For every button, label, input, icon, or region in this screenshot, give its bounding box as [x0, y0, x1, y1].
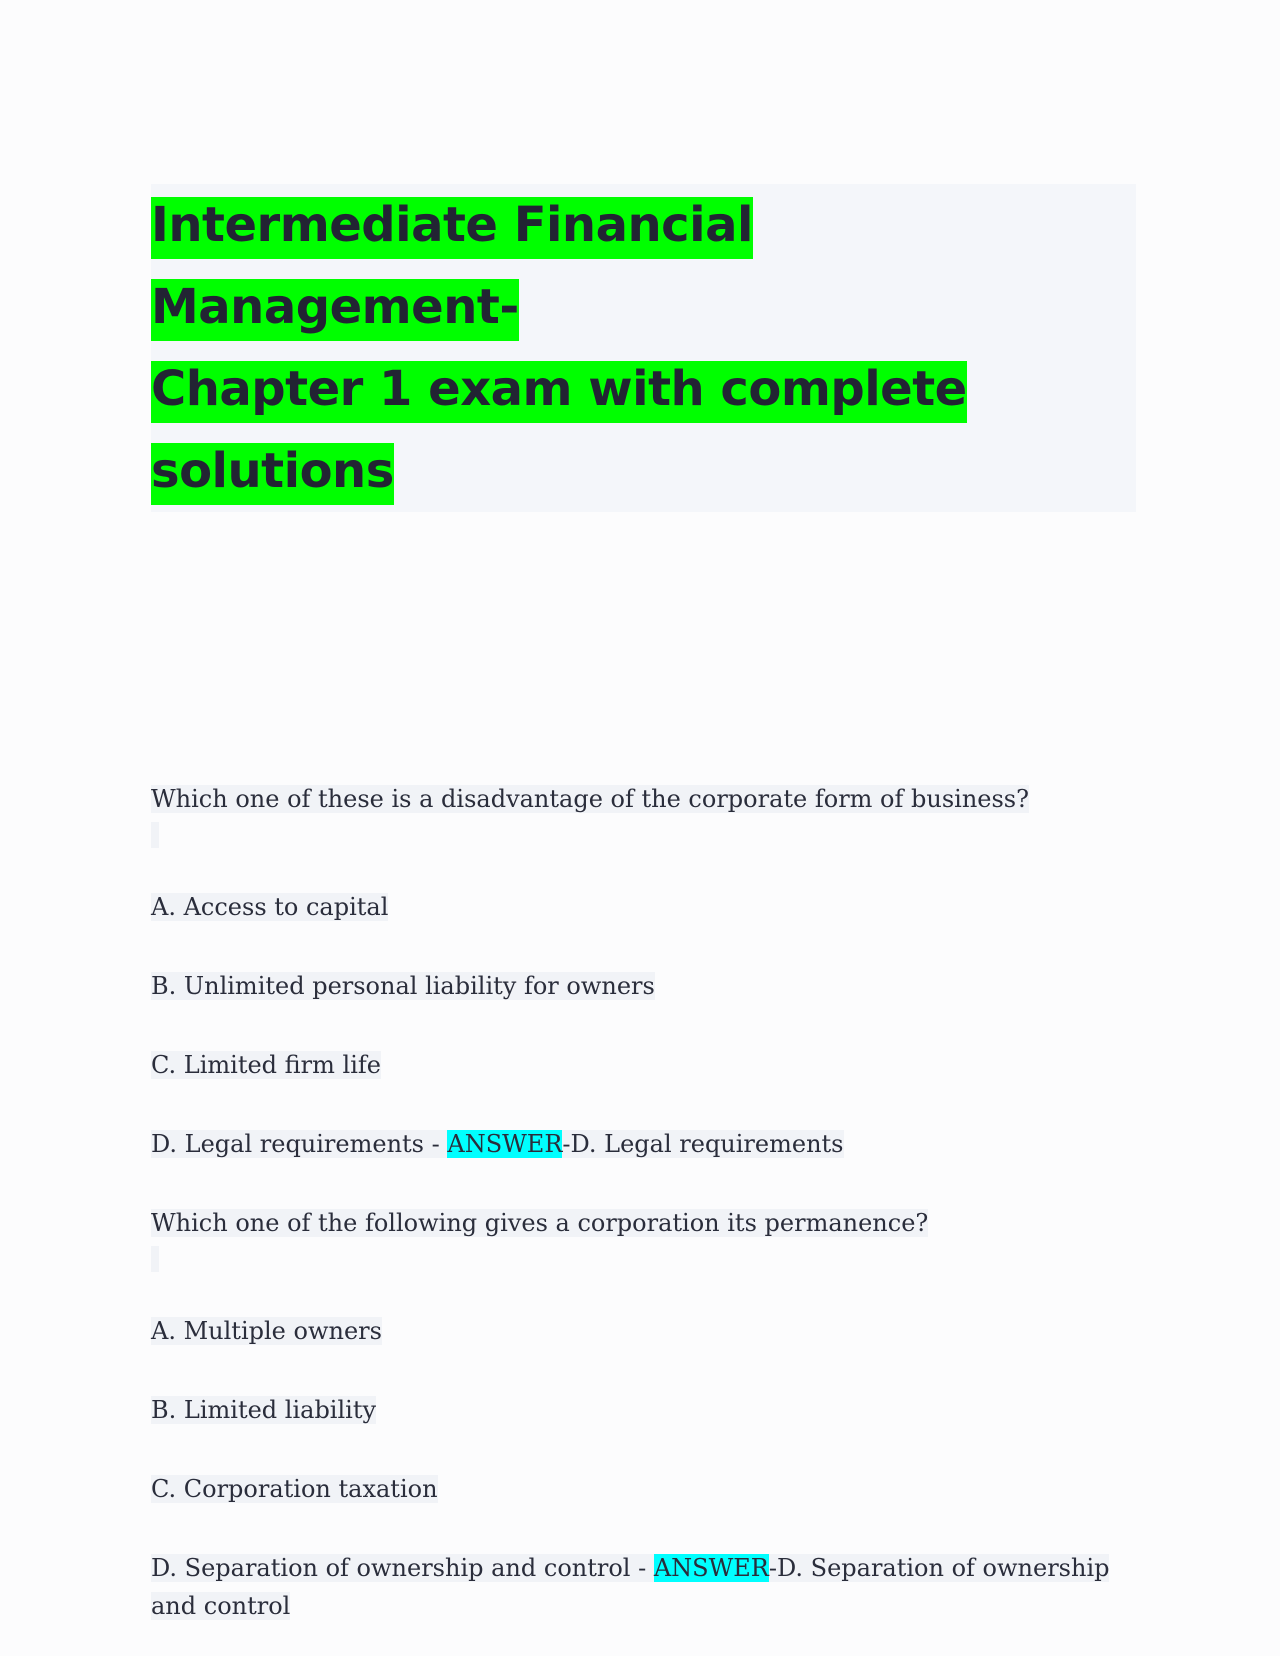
answer-keyword: ANSWER [653, 1554, 769, 1582]
question-1 [151, 780, 1136, 1163]
title-line-2: Chapter 1 exam with complete solutions [151, 361, 967, 505]
option-b: B. Limited liability [151, 1396, 377, 1424]
document-page [151, 184, 1136, 1625]
document-title [151, 184, 1136, 512]
option-b: B. Unlimited personal liability for owners [151, 972, 655, 1000]
blank-line [151, 1246, 159, 1272]
question-text: Which one of these is a disadvantage of the corporate form of business? [151, 785, 1029, 813]
option-d-answer: D. Legal requirements - ANSWER-D. Legal requirements [151, 1130, 844, 1158]
blank-line [151, 822, 159, 848]
title-block [151, 184, 1136, 512]
title-line-1: Intermediate Financial Management- [151, 197, 753, 341]
option-c: C. Limited firm life [151, 1051, 381, 1079]
option-d-answer: D. Separation of ownership and control - ANSWER-D. Separation of ownership and control [151, 1554, 1110, 1620]
option-a: A. Multiple owners [151, 1317, 382, 1345]
option-c: C. Corporation taxation [151, 1475, 438, 1503]
option-a: A. Access to capital [151, 893, 389, 921]
answer-keyword: ANSWER [447, 1130, 563, 1158]
question-2 [151, 1204, 1136, 1625]
question-text: Which one of the following gives a corporation its permanence? [151, 1209, 929, 1237]
